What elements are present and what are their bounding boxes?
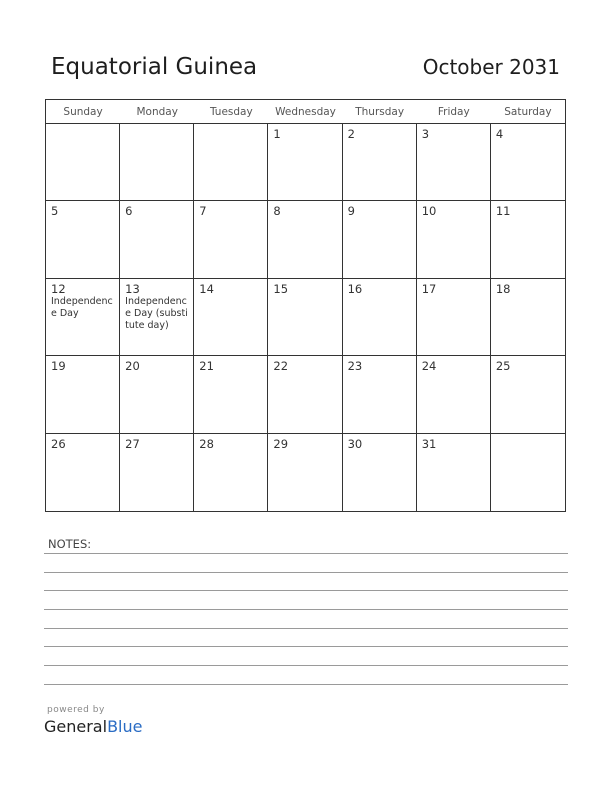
calendar-day-cell	[194, 434, 268, 511]
day-number: 27	[125, 436, 140, 451]
country-title: Equatorial Guinea	[51, 54, 258, 80]
weekday-header: Wednesday	[268, 100, 342, 124]
day-number: 17	[421, 281, 437, 296]
calendar-day-cell	[120, 356, 194, 433]
calendar-day-cell	[491, 124, 565, 201]
weekday-header: Tuesday	[194, 100, 268, 124]
day-number: 31	[421, 436, 437, 451]
calendar-day-cell	[46, 124, 120, 201]
day-number: 13	[125, 281, 140, 296]
calendar-grid	[45, 99, 566, 512]
calendar-day-cell	[268, 434, 342, 511]
weekday-header: Thursday	[343, 100, 417, 124]
notes-line	[44, 665, 568, 666]
day-number: 25	[495, 359, 511, 374]
powered-by-text: powered by	[47, 705, 105, 715]
day-number: 29	[273, 436, 289, 451]
calendar-day-cell	[120, 434, 194, 511]
calendar-day-cell	[343, 201, 417, 278]
holiday-event: Independence Day (substitute day)	[125, 295, 188, 331]
notes-line	[44, 609, 568, 610]
day-number: 11	[495, 204, 511, 219]
weekday-header: Saturday	[491, 100, 565, 124]
day-number: 15	[273, 281, 289, 296]
month-year-title: October 2031	[422, 55, 560, 79]
calendar-day-cell	[120, 279, 194, 356]
notes-label: NOTES:	[48, 537, 92, 551]
calendar-day-cell	[417, 279, 491, 356]
calendar-day-cell	[343, 124, 417, 201]
notes-line	[44, 628, 568, 629]
calendar-day-cell	[194, 356, 268, 433]
holiday-event: Independence Day	[51, 295, 113, 319]
calendar-day-cell	[491, 356, 565, 433]
calendar-day-cell	[343, 279, 417, 356]
day-number: 20	[125, 359, 140, 374]
day-number: 3	[421, 127, 430, 141]
calendar-day-cell	[46, 434, 120, 511]
weekday-header: Sunday	[46, 100, 120, 124]
day-number: 18	[495, 281, 511, 296]
calendar-day-cell	[46, 356, 120, 433]
notes-line	[44, 572, 568, 573]
brand-general: General	[44, 717, 108, 736]
calendar-day-cell	[268, 356, 342, 433]
calendar-day-cell	[268, 124, 342, 201]
day-number: 30	[347, 436, 363, 451]
weekday-header: Monday	[120, 100, 194, 124]
day-number: 9	[347, 204, 355, 219]
calendar-day-cell	[491, 201, 565, 278]
day-number: 28	[199, 436, 214, 451]
calendar-day-cell	[46, 201, 120, 278]
notes-line	[44, 684, 568, 685]
day-number: 21	[199, 359, 214, 374]
calendar-day-cell	[417, 201, 491, 278]
calendar-day-cell	[46, 279, 120, 356]
brand-blue: Blue	[107, 717, 143, 736]
calendar-day-cell	[194, 124, 268, 201]
calendar-day-cell	[268, 201, 342, 278]
weekday-header: Friday	[417, 100, 491, 124]
day-number: 24	[421, 359, 437, 374]
day-number: 16	[347, 281, 363, 296]
day-number: 7	[199, 204, 207, 219]
calendar-day-cell	[491, 279, 565, 356]
day-number: 19	[51, 359, 66, 374]
calendar-day-cell	[120, 201, 194, 278]
day-number: 8	[273, 204, 281, 219]
calendar-day-cell	[194, 279, 268, 356]
calendar-day-cell	[343, 434, 417, 511]
day-number: 2	[347, 127, 355, 141]
notes-line	[44, 553, 568, 554]
calendar-day-cell	[343, 356, 417, 433]
calendar-day-cell	[194, 201, 268, 278]
day-number: 14	[199, 281, 214, 296]
day-number: 6	[125, 204, 133, 219]
brand-logo	[44, 717, 142, 736]
calendar-day-cell	[491, 434, 565, 511]
day-number: 10	[421, 204, 437, 219]
calendar-day-cell	[417, 356, 491, 433]
day-number: 22	[273, 359, 289, 374]
day-number: 5	[51, 204, 59, 219]
day-number: 4	[495, 127, 504, 141]
calendar-day-cell	[120, 124, 194, 201]
day-number: 23	[347, 359, 363, 374]
day-number: 26	[51, 436, 66, 451]
calendar-day-cell	[417, 434, 491, 511]
day-number: 12	[51, 281, 66, 296]
notes-line	[44, 590, 568, 591]
day-number: 1	[273, 127, 281, 141]
calendar-day-cell	[417, 124, 491, 201]
notes-line	[44, 646, 568, 647]
calendar-day-cell	[268, 279, 342, 356]
